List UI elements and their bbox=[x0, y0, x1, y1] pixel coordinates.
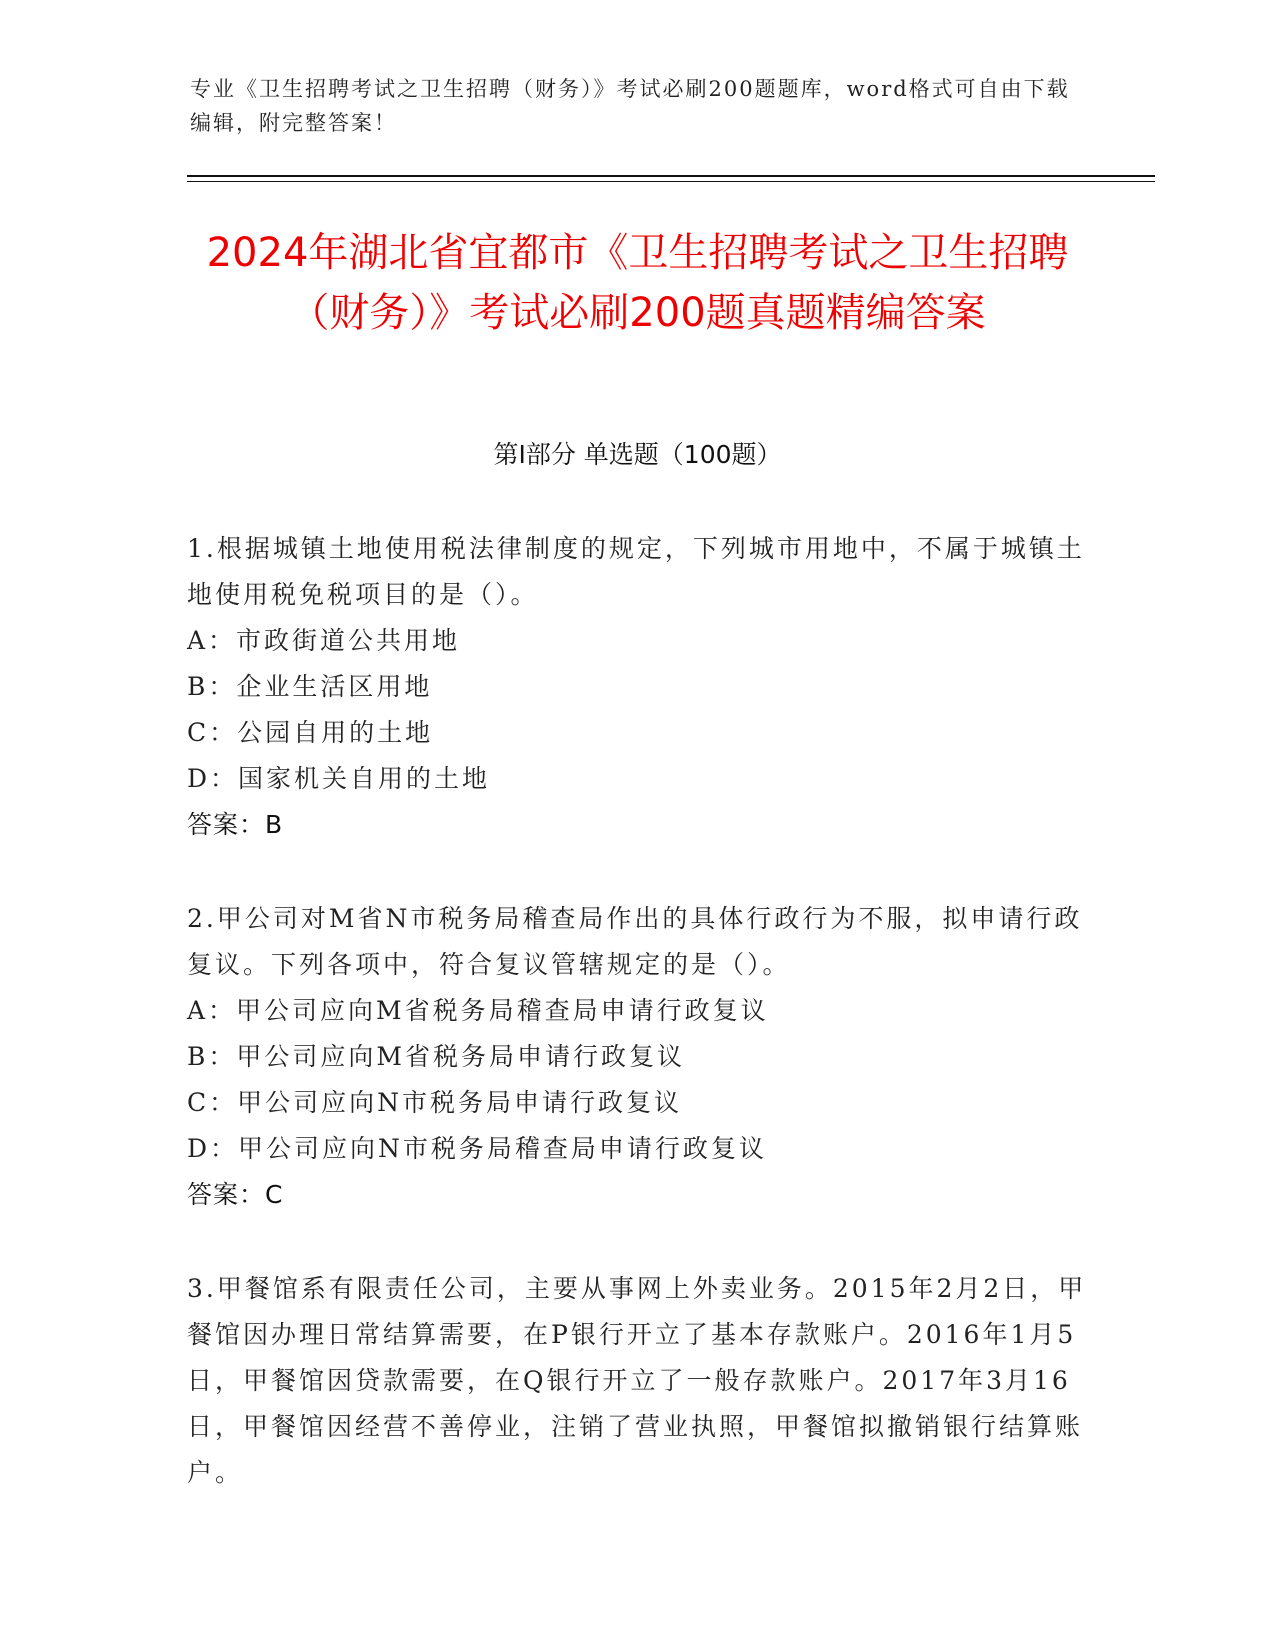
header-divider-thick bbox=[187, 175, 1155, 177]
question-stem: 1.根据城镇土地使用税法律制度的规定，下列城市用地中，不属于城镇土地使用税免税项目的是（）。 bbox=[187, 534, 1085, 609]
option-c: C：公园自用的土地 bbox=[187, 718, 434, 747]
option-d: D：国家机关自用的土地 bbox=[187, 764, 491, 793]
question-3 bbox=[187, 1266, 1087, 1496]
section-title: 第Ⅰ部分 单选题（100题） bbox=[493, 440, 782, 469]
answer: 答案：B bbox=[187, 810, 284, 839]
page-title: 2024年湖北省宜都市《卫生招聘考试之卫生招聘（财务）》考试必刷200题真题精编答案 bbox=[206, 230, 1069, 336]
question-2 bbox=[187, 896, 1087, 1218]
header-note: 专业《卫生招聘考试之卫生招聘（财务）》考试必刷200题题库，word格式可自由下载编辑，附完整答案！ bbox=[190, 77, 1070, 135]
option-a: A：甲公司应向M省税务局稽查局申请行政复议 bbox=[187, 996, 769, 1025]
option-b: B：甲公司应向M省税务局申请行政复议 bbox=[187, 1042, 685, 1071]
question-list bbox=[187, 526, 1087, 1544]
option-b: B：企业生活区用地 bbox=[187, 672, 433, 701]
option-d: D：甲公司应向N市税务局稽查局申请行政复议 bbox=[187, 1134, 767, 1163]
header-divider-thin bbox=[187, 181, 1155, 182]
answer: 答案：C bbox=[187, 1180, 284, 1209]
option-c: C：甲公司应向N市税务局申请行政复议 bbox=[187, 1088, 683, 1117]
question-1 bbox=[187, 526, 1087, 848]
option-a: A：市政街道公共用地 bbox=[187, 626, 461, 655]
question-stem: 2.甲公司对M省N市税务局稽查局作出的具体行政行为不服，拟申请行政复议。下列各项中，符合复议管辖规定的是（）。 bbox=[187, 904, 1083, 979]
question-stem: 3.甲餐馆系有限责任公司，主要从事网上外卖业务。2015年2月2日，甲餐馆因办理日常结算需要，在P银行开立了基本存款账户。2016年1月5日，甲餐馆因贷款需要，在Q银行开立了一般存款账户。2017年3月16日，甲餐馆因经营不善停业，注销了营业执照，甲餐馆拟撤销银行结算账户。 bbox=[187, 1274, 1087, 1487]
